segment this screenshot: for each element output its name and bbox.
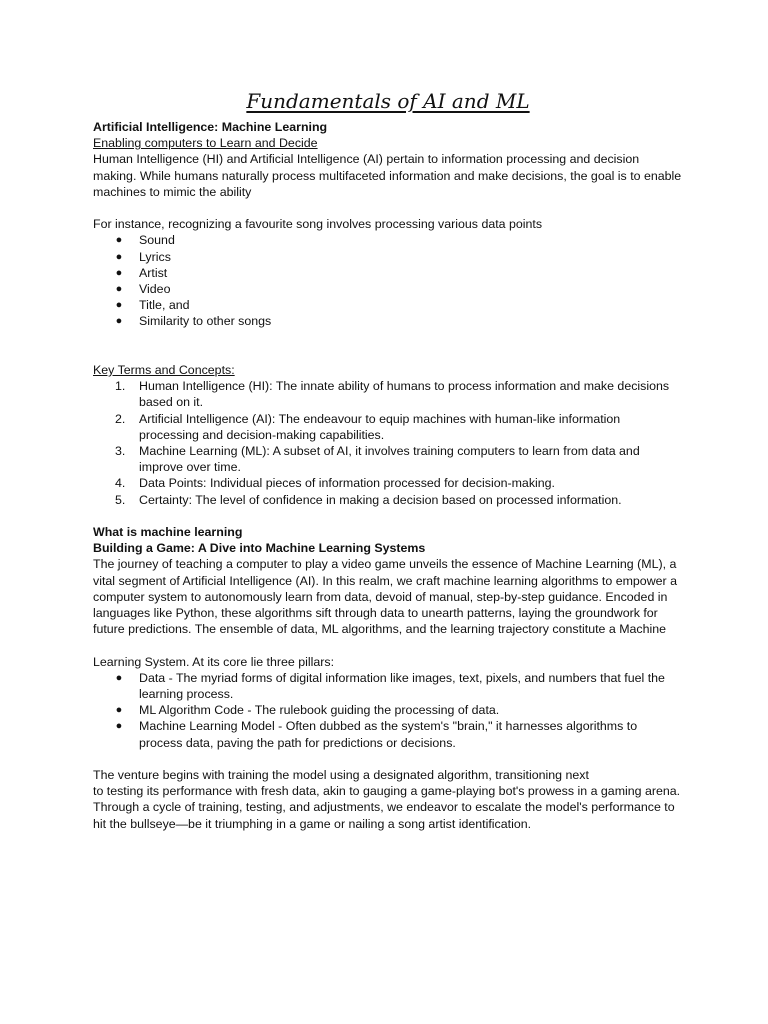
ml-heading: What is machine learning [93, 525, 243, 540]
document-title: Fundamentals of AI and ML [246, 89, 530, 113]
section-subheading: Enabling computers to Learn and Decide [93, 136, 318, 151]
closing-paragraph-line1: The venture begins with training the model using a designated algorithm, transitioning next [93, 768, 589, 783]
list-item: 2. Artificial Intelligence (AI): The endeavour to equip machines with human-like information processing and decision-making capabilities. [115, 411, 621, 442]
list-item: ● Video [115, 282, 171, 297]
bullet-icon: ● [115, 704, 123, 717]
list-item: 3. Machine Learning (ML): A subset of AI, it involves training computers to learn from data and improve over time. [115, 444, 640, 475]
list-item: ● Artist [115, 265, 168, 280]
key-terms-list [93, 378, 683, 508]
example-paragraph: For instance, recognizing a favourite song involves processing various data points [93, 217, 543, 232]
key-terms-heading: Key Terms and Concepts: [93, 363, 235, 378]
bullet-icon: ● [115, 266, 123, 279]
ml-subheading: Building a Game: A Dive into Machine Learning Systems [93, 541, 426, 556]
document-page [93, 88, 683, 832]
section-heading: Artificial Intelligence: Machine Learning [93, 120, 328, 134]
list-item: ● Machine Learning Model - Often dubbed as the system's "brain," it harnesses algorithms to process data, paving the path for predictions or decisions. [115, 719, 638, 750]
bullet-icon: ● [115, 234, 123, 247]
ml-paragraph: The journey of teaching a computer to play a video game unveils the essence of Machine Learning (ML), a vital segment of Artificial Intelligence (AI). In this realm, we craft machine learning algorithms to empower a computer system to autonomously learn from data, devoid of manual, step-by-step guidance. Encoded in languages like Python, these algorithms sift through data to unearth patterns, laying the groundwork for future predictions. The ensemble of data, ML algorithms, and the learning trajectory constitute a Machine [93, 557, 677, 637]
list-item: 5. Certainty: The level of confidence in making a decision based on processed information. [115, 492, 622, 507]
list-item: ● Similarity to other songs [115, 314, 272, 329]
list-item: ● Title, and [115, 298, 190, 313]
list-item: ● Sound [115, 233, 175, 248]
bullet-icon: ● [115, 315, 123, 328]
data-points-list [93, 232, 683, 329]
bullet-icon: ● [115, 250, 123, 263]
list-item: 4. Data Points: Individual pieces of information processed for decision-making. [115, 476, 555, 491]
list-item: ● Lyrics [115, 249, 171, 264]
pillars-list [93, 670, 683, 751]
bullet-icon: ● [115, 720, 123, 733]
bullet-icon: ● [115, 671, 123, 684]
pillars-intro: Learning System. At its core lie three pillars: [93, 654, 335, 669]
closing-paragraph: to testing its performance with fresh data, akin to gauging a game-playing bot's prowess in a gaming arena. Through a cycle of training, testing, and adjustments, we endeavor to escalate the model's performance to hit the bullseye—be it triumphing in a game or nailing a song artist identification. [93, 784, 681, 831]
bullet-icon: ● [115, 283, 123, 296]
list-item: ● ML Algorithm Code - The rulebook guiding the processing of data. [115, 703, 500, 718]
bullet-icon: ● [115, 299, 123, 312]
list-item: 1. Human Intelligence (HI): The innate ability of humans to process information and make decisions based on it. [115, 379, 670, 410]
intro-paragraph: Human Intelligence (HI) and Artificial Intelligence (AI) pertain to information processing and decision making. While humans naturally process multifaceted information and make decisions, the goal is to enable machines to mimic the ability [93, 152, 682, 199]
list-item: ● Data - The myriad forms of digital information like images, text, pixels, and numbers that fuel the learning process. [115, 670, 665, 702]
